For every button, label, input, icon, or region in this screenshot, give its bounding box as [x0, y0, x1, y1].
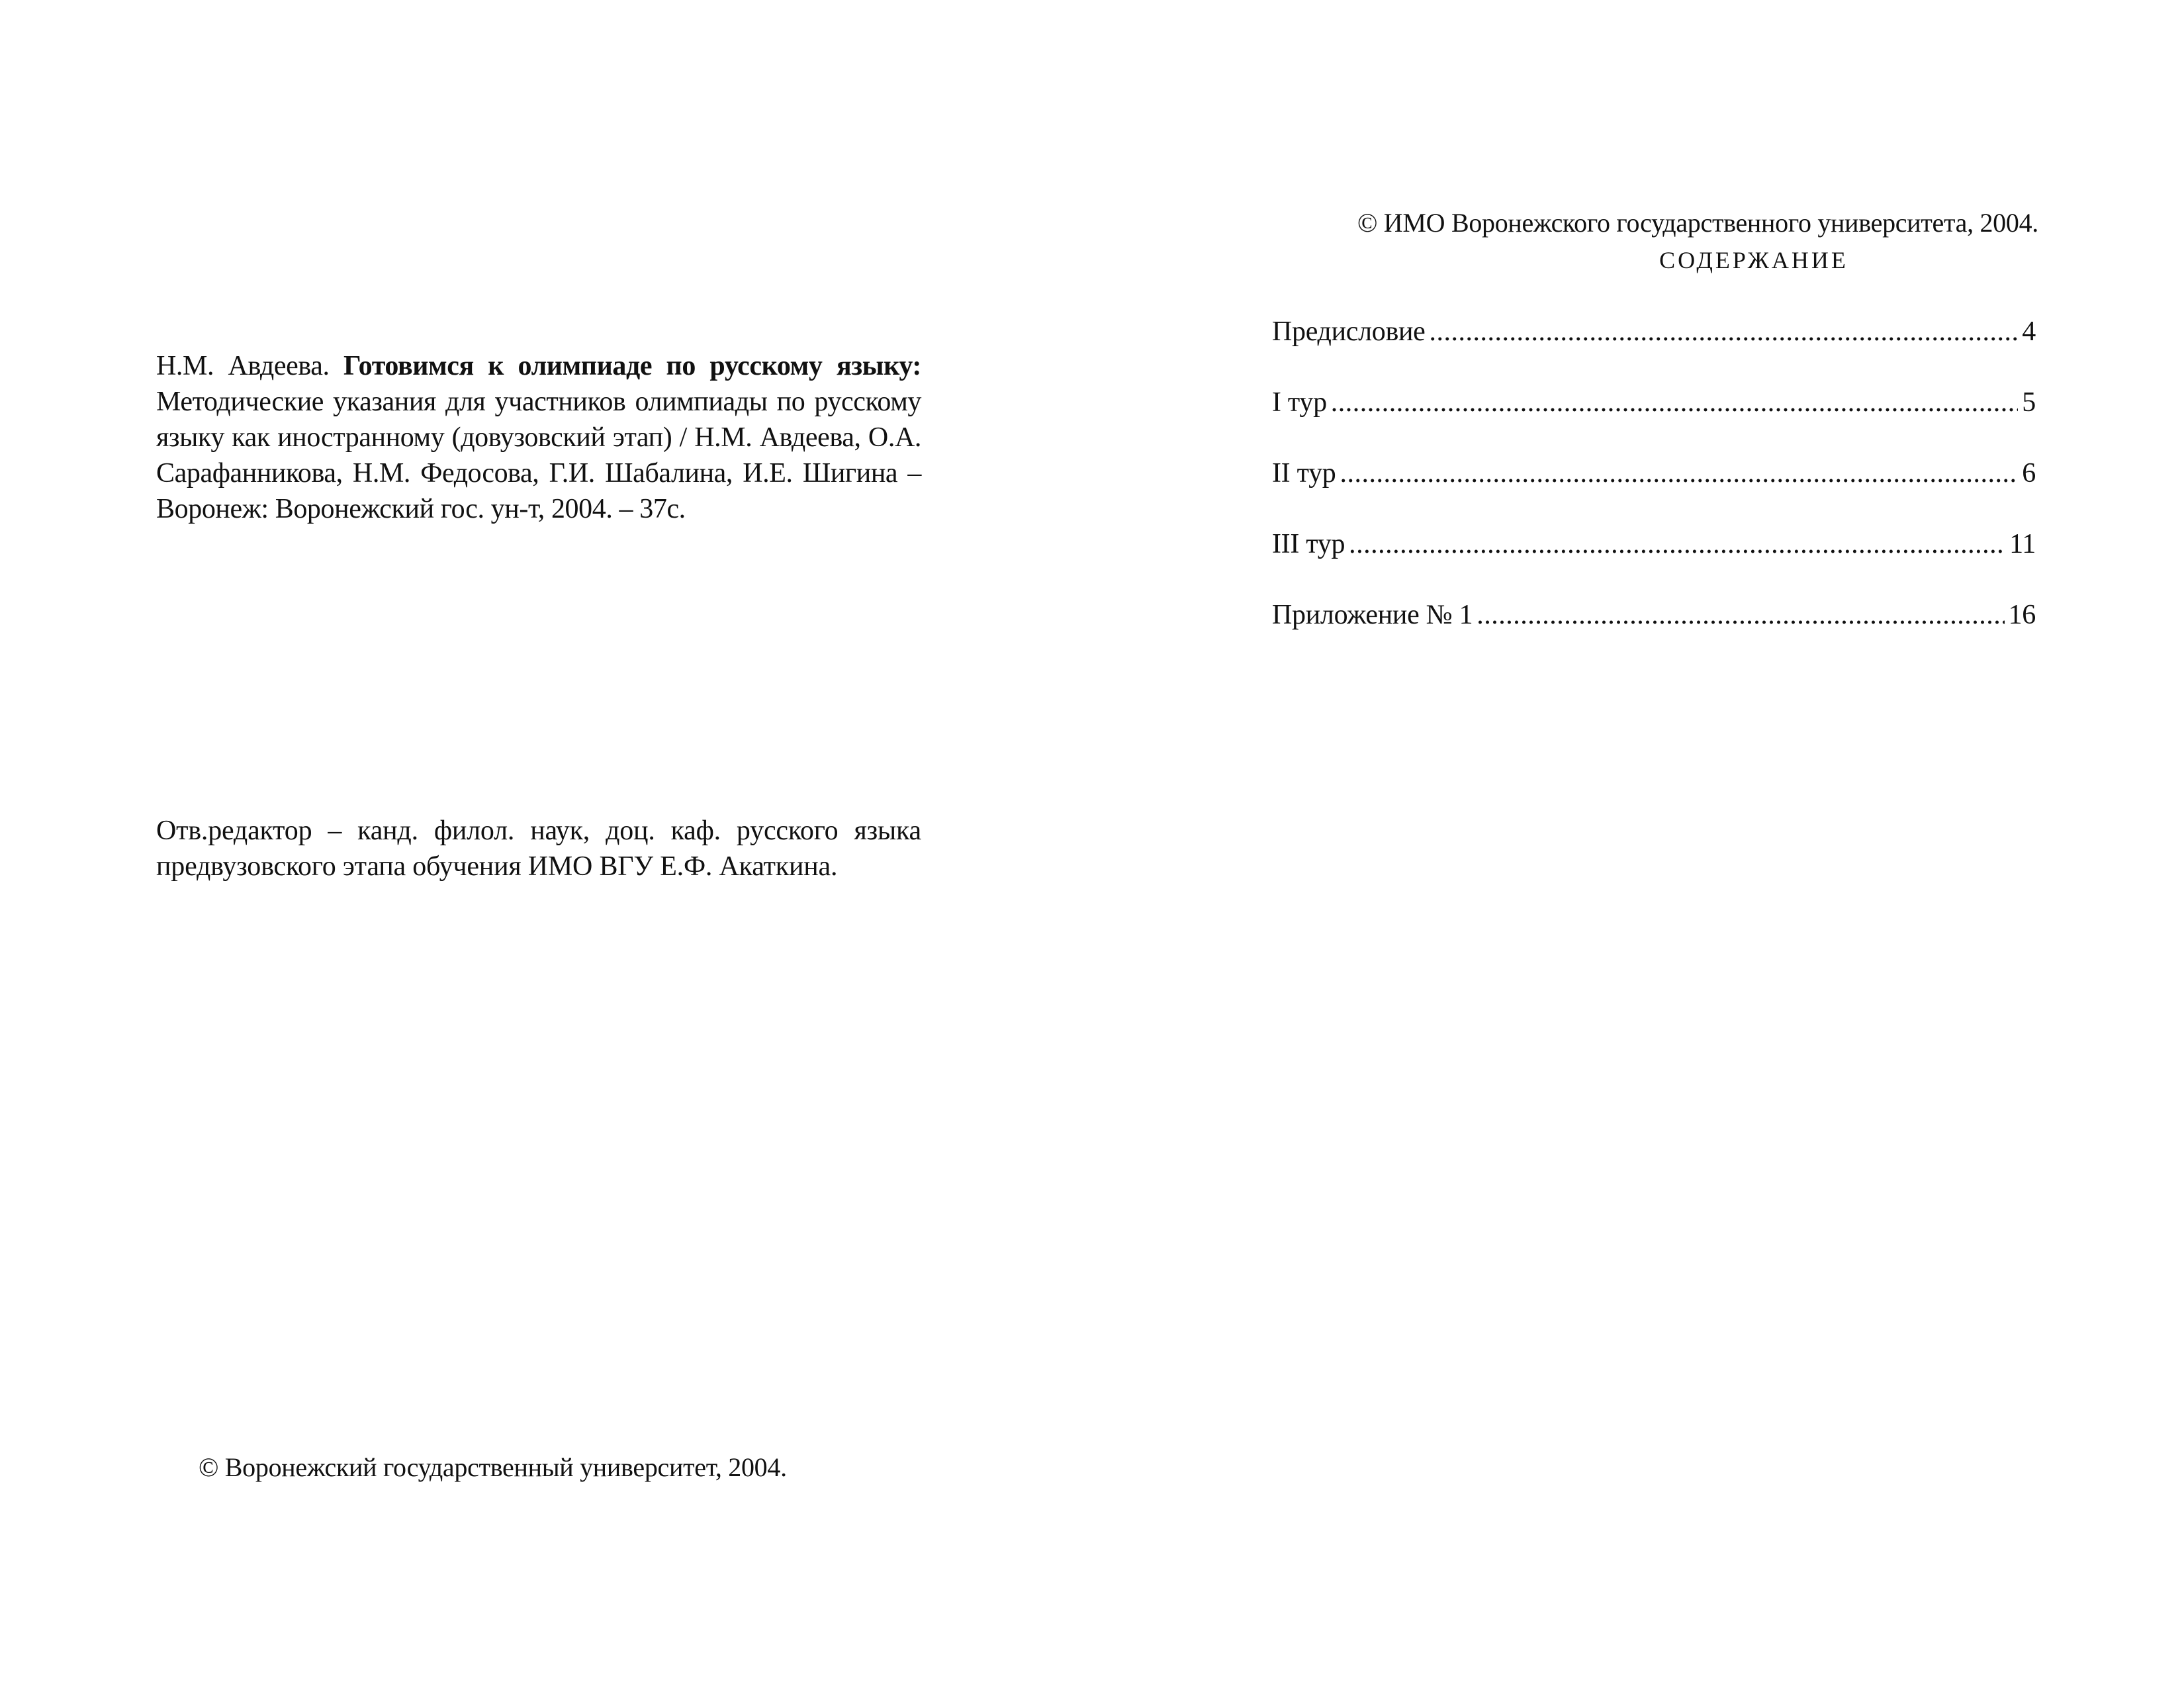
toc-entry-title: I тур: [1272, 387, 1327, 418]
toc-entry-page: 11: [2009, 529, 2036, 559]
toc-entry-page: 16: [2008, 600, 2036, 630]
toc-entry-title: Предисловие: [1272, 316, 1426, 347]
toc-entry-title: III тур: [1272, 529, 1345, 559]
toc-entry-page: 4: [2022, 316, 2036, 347]
book-title: Готовимся к олимпиаде по русскому языку:: [343, 351, 921, 381]
toc-entry-page: 6: [2022, 458, 2036, 489]
book-description: Методические указания для участников олимпиады по русскому языку как иностранному (довузовский этап) / Н.М. Авдеева, О.А. Сарафанникова, Н.М. Федосова, Г.И. Шабалина, И.Е. Шигина – Воронеж: Воронежский гос. ун-т, 2004. – 37с.: [156, 387, 921, 524]
toc-entry-title: Приложение № 1: [1272, 600, 1473, 630]
toc-entry-preface[interactable]: [1272, 314, 2036, 385]
toc-entry-appendix-1[interactable]: [1272, 597, 2036, 668]
copyright-university: © Воронежский государственный университет, 2004.: [199, 1452, 787, 1482]
table-of-contents: [1272, 314, 2036, 668]
toc-entry-round-3[interactable]: [1272, 526, 2036, 597]
toc-entry-page: 5: [2022, 387, 2036, 418]
toc-entry-round-2[interactable]: [1272, 455, 2036, 526]
toc-heading: СОДЕРЖАНИЕ: [1659, 247, 1848, 273]
bibliographic-description: [156, 348, 921, 527]
copyright-institute: © ИМО Воронежского государственного университета, 2004.: [1357, 208, 2038, 238]
toc-leader-dots: [1340, 455, 2018, 491]
toc-leader-dots: [1349, 526, 2005, 562]
toc-entry-round-1[interactable]: [1272, 385, 2036, 455]
toc-entry-title: II тур: [1272, 458, 1336, 489]
responsible-editor: Отв.редактор – канд. филол. наук, доц. каф. русского языка предвузовского этапа обучения ИМО ВГУ Е.Ф. Акаткина.: [156, 816, 921, 882]
toc-leader-dots: [1331, 385, 2019, 420]
author-name: Н.М. Авдеева.: [156, 351, 330, 381]
right-page: [1092, 0, 2184, 1688]
toc-leader-dots: [1430, 314, 2019, 350]
toc-leader-dots: [1477, 597, 2004, 633]
